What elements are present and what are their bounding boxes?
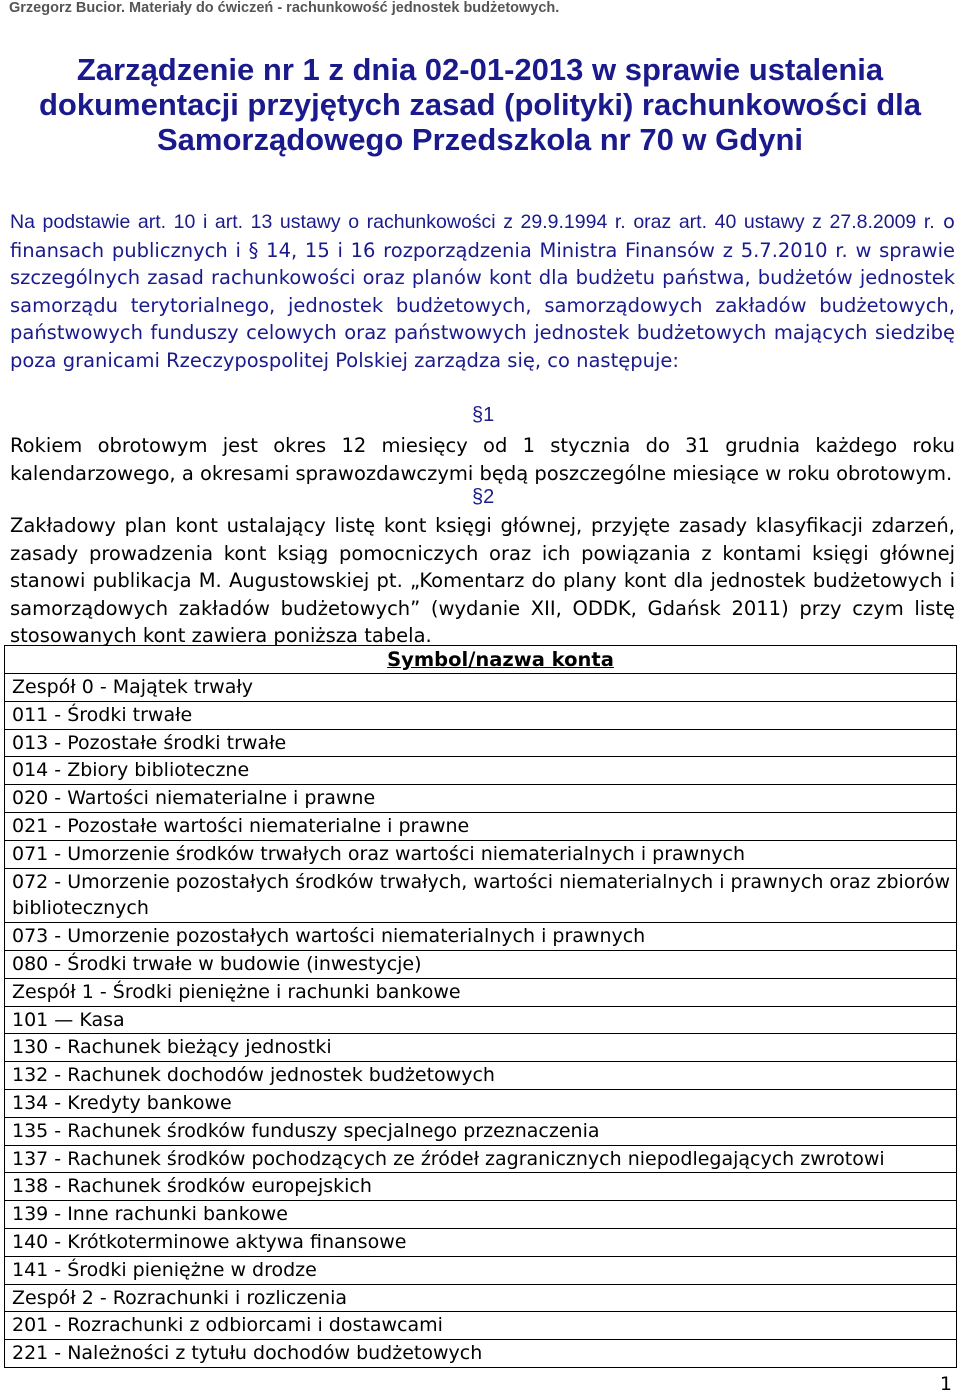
- accounts-table: [4, 645, 957, 1368]
- table-row: Zespół 1 - Środki pieniężne i rachunki bankowe: [5, 979, 956, 1007]
- intro-part-3: w sprawie szczególnych zasad rachunkowości oraz planów kont dla budżetu państwa, budżetów jednostek samorządu terytorialnego, jednostek budżetowych, samorządowych zakładów budżetowych, państwowych funduszy celowych oraz państwowych jednostek budżetowych mających siedzibę poza granicami Rzeczypospolitej Polskiej zarządza się, co następuje:: [10, 238, 956, 372]
- table-row: Zespół 0 - Majątek trwały: [5, 674, 956, 702]
- intro-paragraph: [10, 208, 955, 374]
- table-row: 020 - Wartości niematerialne i prawne: [5, 785, 956, 813]
- table-row: 139 - Inne rachunki bankowe: [5, 1201, 956, 1229]
- table-row: 137 - Rachunek środków pochodzących ze źródeł zagranicznych niepodlegających zwrotowi: [5, 1146, 956, 1174]
- table-row: 138 - Rachunek środków europejskich: [5, 1173, 956, 1201]
- table-row: 080 - Środki trwałe w budowie (inwestycje): [5, 951, 956, 979]
- table-row: 014 - Zbiory biblioteczne: [5, 757, 956, 785]
- section-2-symbol: §2: [472, 486, 495, 508]
- intro-part-2: o finansach publicznych i § 14, 15 i 16 rozporządzenia Ministra Finansów z 5.7.2010 r.: [10, 210, 955, 262]
- table-row: 132 - Rachunek dochodów jednostek budżetowych: [5, 1062, 956, 1090]
- table-row: 021 - Pozostałe wartości niematerialne i prawne: [5, 813, 956, 841]
- table-row: 130 - Rachunek bieżący jednostki: [5, 1034, 956, 1062]
- table-row: 071 - Umorzenie środków trwałych oraz wartości niematerialnych i prawnych: [5, 841, 956, 869]
- title-line-1: Zarządzenie nr 1 z dnia 02-01-2013 w sprawie ustalenia: [76, 52, 884, 87]
- title-line-3: Samorządowego Przedszkola nr 70 w Gdyni: [156, 122, 803, 157]
- section-2-text: Zakładowy plan kont ustalający listę kont księgi głównej, przyjęte zasady klasyfikacji zdarzeń, zasady prowadzenia kont ksiąg pomocniczych oraz ich powiązania z kontami księgi głównej stanowi publikacja M. Augustowskiej pt. „Komentarz do plany kont dla jednostek budżetowych i samorządowych zakładów budżetowych” (wydanie XII, ODDK, Gdańsk 2011) przy czym listę stosowanych kont zawiera poniższa tabela.: [10, 514, 955, 647]
- document-header: Grzegorz Bucior. Materiały do ćwiczeń - rachunkowość jednostek budżetowych.: [9, 0, 560, 16]
- intro-part-1: Na podstawie art. 10 i art. 13 ustawy o rachunkowości z 29.9.1994 r. oraz art. 40 ustawy z 27.8.2009 r.: [10, 211, 935, 233]
- table-row: 135 - Rachunek środków funduszy specjalnego przeznaczenia: [5, 1118, 956, 1146]
- table-row: 134 - Kredyty bankowe: [5, 1090, 956, 1118]
- table-row: 073 - Umorzenie pozostałych wartości niematerialnych i prawnych: [5, 923, 956, 951]
- table-row: 221 - Należności z tytułu dochodów budżetowych: [5, 1340, 956, 1368]
- table-row: 013 - Pozostałe środki trwałe: [5, 730, 956, 758]
- table-header-label: Symbol/nazwa konta: [387, 648, 614, 671]
- table-row: Zespół 2 - Rozrachunki i rozliczenia: [5, 1285, 956, 1313]
- table-body: [5, 674, 956, 1368]
- document-title: [10, 52, 950, 157]
- table-row: 072 - Umorzenie pozostałych środków trwałych, wartości niematerialnych i prawnych oraz zbiorów bibliotecznych: [5, 869, 956, 924]
- page-number: 1: [939, 1373, 952, 1395]
- section-1-symbol: §1: [472, 404, 495, 426]
- table-row: 011 - Środki trwałe: [5, 702, 956, 730]
- table-header: [5, 646, 956, 674]
- table-row: 141 - Środki pieniężne w drodze: [5, 1257, 956, 1285]
- table-row: 140 - Krótkoterminowe aktywa finansowe: [5, 1229, 956, 1257]
- table-row: 201 - Rozrachunki z odbiorcami i dostawcami: [5, 1312, 956, 1340]
- title-line-2: dokumentacji przyjętych zasad (polityki) rachunkowości dla: [38, 87, 921, 122]
- section-1-text: Rokiem obrotowym jest okres 12 miesięcy od 1 stycznia do 31 grudnia każdego roku kalendarzowego, a okresami sprawozdawczymi będą poszczególne miesiące w roku obrotowym.: [10, 434, 955, 485]
- table-row: 101 — Kasa: [5, 1007, 956, 1035]
